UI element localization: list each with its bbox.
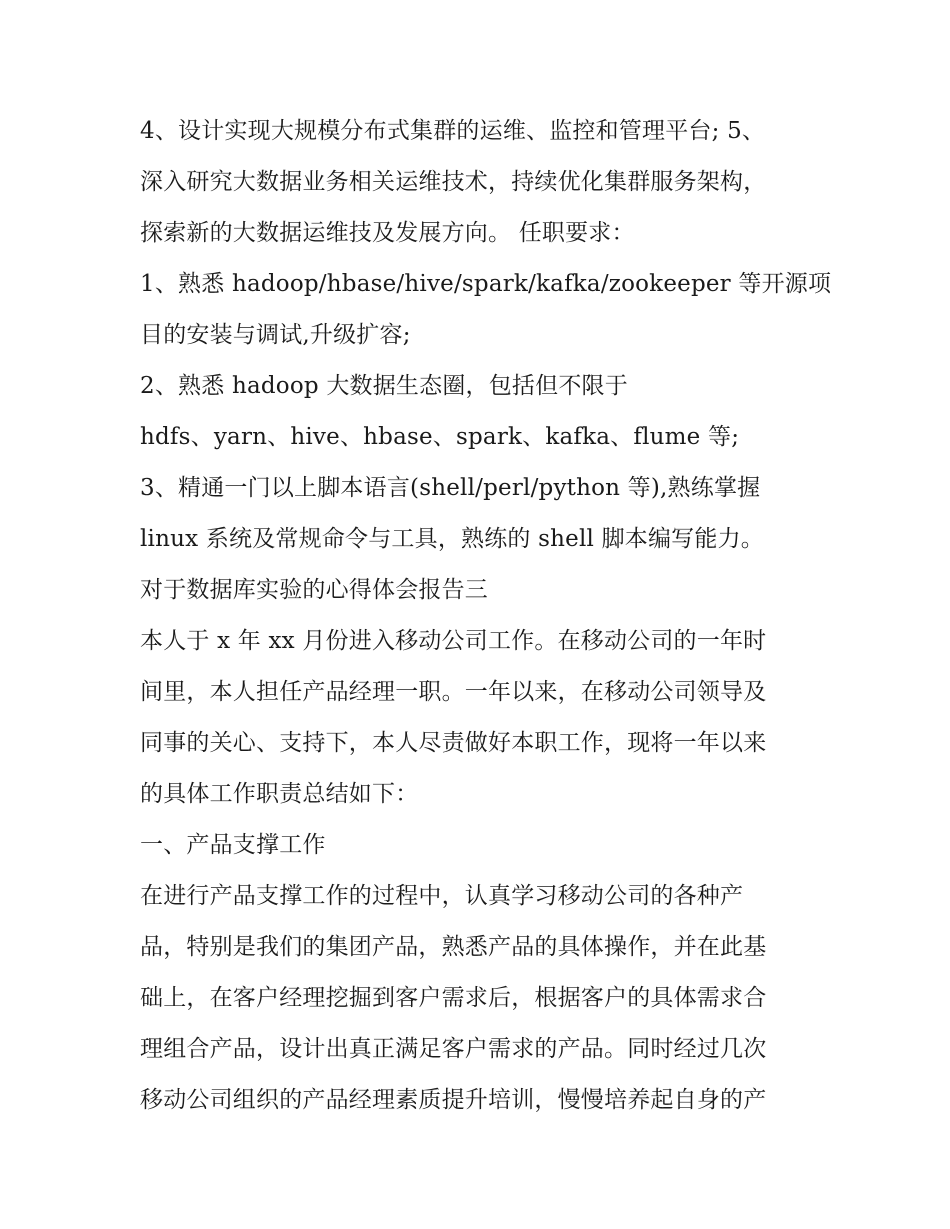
text-line: 2、熟悉 hadoop 大数据生态圈，包括但不限于 <box>140 373 628 399</box>
text-line: 4、设计实现大规模分布式集群的运维、监控和管理平台; 5、 <box>140 118 766 144</box>
section-heading: 一、产品支撑工作 <box>140 832 326 858</box>
text-line: 探索新的大数据运维技及发展方向。 任职要求： <box>140 220 635 246</box>
text-line: 移动公司组织的产品经理素质提升培训，慢慢培养起自身的产 <box>140 1087 767 1113</box>
text-line: 目的安装与调试,升级扩容; <box>140 322 411 348</box>
text-line: 础上，在客户经理挖掘到客户需求后，根据客户的具体需求合 <box>140 985 767 1011</box>
text-line: 间里，本人担任产品经理一职。一年以来，在移动公司领导及 <box>140 679 767 705</box>
text-line: 本人于 x 年 xx 月份进入移动公司工作。在移动公司的一年时 <box>140 628 767 654</box>
text-line: 理组合产品，设计出真正满足客户需求的产品。同时经过几次 <box>140 1036 767 1062</box>
document-body <box>140 106 830 1126</box>
text-line: 3、精通一门以上脚本语言(shell/perl/python 等),熟练掌握 <box>140 475 761 501</box>
section-title: 对于数据库实验的心得体会报告三 <box>140 577 488 603</box>
text-line: 的具体工作职责总结如下： <box>140 781 419 807</box>
text-line: 在进行产品支撑工作的过程中，认真学习移动公司的各种产 <box>140 883 744 909</box>
text-line: 1、熟悉 hadoop/hbase/hive/spark/kafka/zookeeper 等开源项 <box>140 271 832 297</box>
text-line: 同事的关心、支持下，本人尽责做好本职工作，现将一年以来 <box>140 730 767 756</box>
text-line: linux 系统及常规命令与工具，熟练的 shell 脚本编写能力。 <box>140 526 764 552</box>
text-line: hdfs、yarn、hive、hbase、spark、kafka、flume 等; <box>140 424 740 450</box>
text-line: 深入研究大数据业务相关运维技术，持续优化集群服务架构， <box>140 169 767 195</box>
text-line: 品，特别是我们的集团产品，熟悉产品的具体操作，并在此基 <box>140 934 767 960</box>
